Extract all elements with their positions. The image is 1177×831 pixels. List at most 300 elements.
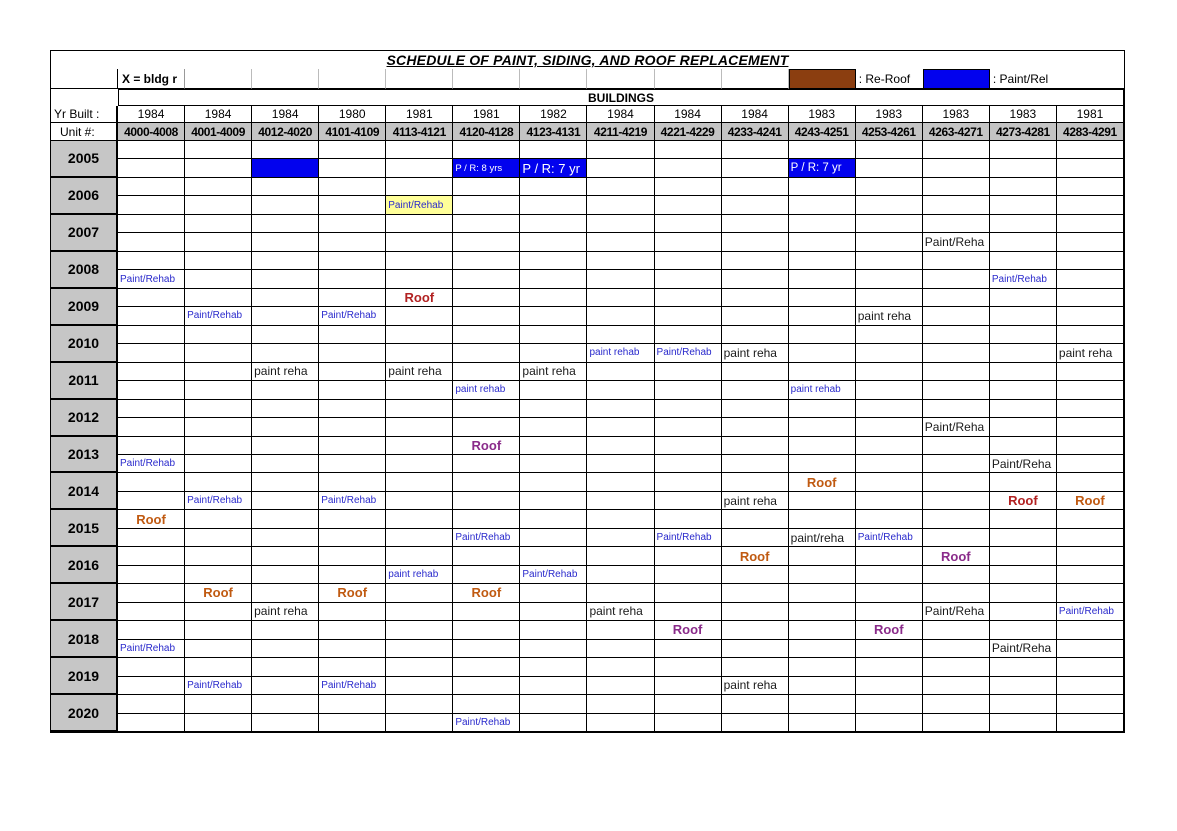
cell-2005-c1-t[interactable]: [118, 141, 185, 159]
cell-2005-c13-t[interactable]: [923, 141, 990, 159]
cell-2014-c1-t[interactable]: [118, 473, 185, 491]
cell-2012-c10-t[interactable]: [722, 400, 789, 418]
cell-2018-c3-t[interactable]: [252, 621, 319, 639]
cell-2018-c5-b[interactable]: [386, 640, 453, 658]
cell-2018-c11-b[interactable]: [789, 640, 856, 658]
yr-built-label[interactable]: Yr Built :: [51, 106, 118, 123]
cell-2006-c14-b[interactable]: [990, 196, 1057, 214]
cell-2016-c9-t[interactable]: [655, 547, 722, 565]
cell-2006-c7-b[interactable]: [520, 196, 587, 214]
cell-2008-c11-b[interactable]: [789, 270, 856, 288]
cell-2017-c12-t[interactable]: [856, 584, 923, 602]
cell-2009-c2-t[interactable]: [185, 289, 252, 307]
cell-2015-c1-t[interactable]: Roof: [118, 510, 185, 528]
cell-2007-c3-t[interactable]: [252, 215, 319, 233]
cell-2016-c13-t[interactable]: Roof: [923, 547, 990, 565]
cell-2020-c14-b[interactable]: [990, 714, 1057, 732]
unit-col7[interactable]: 4123-4131: [520, 123, 587, 141]
cell-2018-c2-b[interactable]: [185, 640, 252, 658]
legend-cell[interactable]: [453, 69, 520, 89]
cell-2015-c8-b[interactable]: [587, 529, 654, 547]
cell-2010-c11-b[interactable]: [789, 344, 856, 362]
cell-2015-c7-t[interactable]: [520, 510, 587, 528]
cell-2009-c3-b[interactable]: [252, 307, 319, 325]
cell-2010-c13-b[interactable]: [923, 344, 990, 362]
cell-2007-c4-b[interactable]: [319, 233, 386, 251]
cell-2008-c2-b[interactable]: [185, 270, 252, 288]
cell-2014-c10-t[interactable]: [722, 473, 789, 491]
cell-2017-c14-b[interactable]: [990, 603, 1057, 621]
cell-2017-c13-b[interactable]: Paint/Reha: [923, 603, 990, 621]
cell-2006-c2-b[interactable]: [185, 196, 252, 214]
cell-2017-c12-b[interactable]: [856, 603, 923, 621]
cell-2013-c3-b[interactable]: [252, 455, 319, 473]
cell-2016-c8-t[interactable]: [587, 547, 654, 565]
cell-2013-c9-b[interactable]: [655, 455, 722, 473]
cell-2016-c10-t[interactable]: Roof: [722, 547, 789, 565]
cell-2010-c5-b[interactable]: [386, 344, 453, 362]
cell-2010-c10-t[interactable]: [722, 326, 789, 344]
cell-2013-c5-b[interactable]: [386, 455, 453, 473]
cell-2006-c8-t[interactable]: [587, 178, 654, 196]
cell-2019-c10-t[interactable]: [722, 658, 789, 676]
cell-2019-c13-b[interactable]: [923, 677, 990, 695]
cell-2005-c15-t[interactable]: [1057, 141, 1124, 159]
cell-2005-c10-b[interactable]: [722, 159, 789, 177]
unit-col15[interactable]: 4283-4291: [1057, 123, 1124, 141]
cell-2015-c3-t[interactable]: [252, 510, 319, 528]
cell-2012-c4-b[interactable]: [319, 418, 386, 436]
cell-2013-c10-t[interactable]: [722, 437, 789, 455]
cell-2013-c11-t[interactable]: [789, 437, 856, 455]
cell-2011-c6-b[interactable]: paint rehab: [453, 381, 520, 399]
cell-2009-c9-t[interactable]: [655, 289, 722, 307]
cell-2014-c4-t[interactable]: [319, 473, 386, 491]
cell-2006-c5-t[interactable]: [386, 178, 453, 196]
cell-2009-c8-b[interactable]: [587, 307, 654, 325]
cell-2019-c6-b[interactable]: [453, 677, 520, 695]
cell-2016-c5-t[interactable]: [386, 547, 453, 565]
cell-2020-c8-t[interactable]: [587, 695, 654, 713]
cell-2011-c7-t[interactable]: paint reha: [520, 363, 587, 381]
cell-2010-c13-t[interactable]: [923, 326, 990, 344]
legend-cell[interactable]: [386, 69, 453, 89]
cell-2013-c9-t[interactable]: [655, 437, 722, 455]
cell-2014-c5-b[interactable]: [386, 492, 453, 510]
unit-col2[interactable]: 4001-4009: [185, 123, 252, 141]
cell-2009-c9-b[interactable]: [655, 307, 722, 325]
cell-2017-c2-b[interactable]: [185, 603, 252, 621]
cell-2017-c1-t[interactable]: [118, 584, 185, 602]
cell-2008-c13-t[interactable]: [923, 252, 990, 270]
cell-2011-c12-t[interactable]: [856, 363, 923, 381]
cell-2019-c5-t[interactable]: [386, 658, 453, 676]
year-label-2020[interactable]: 2020: [51, 695, 118, 732]
cell-2008-c12-t[interactable]: [856, 252, 923, 270]
cell-2013-c4-t[interactable]: [319, 437, 386, 455]
cell-2011-c2-t[interactable]: [185, 363, 252, 381]
cell-2005-c14-t[interactable]: [990, 141, 1057, 159]
cell-2011-c4-t[interactable]: [319, 363, 386, 381]
cell-2015-c5-t[interactable]: [386, 510, 453, 528]
cell-2018-c7-b[interactable]: [520, 640, 587, 658]
cell-2013-c10-b[interactable]: [722, 455, 789, 473]
cell-2007-c3-b[interactable]: [252, 233, 319, 251]
cell-2013-c1-b[interactable]: Paint/Rehab: [118, 455, 185, 473]
cell-2008-c1-b[interactable]: Paint/Rehab: [118, 270, 185, 288]
cell-2018-c15-t[interactable]: [1057, 621, 1124, 639]
cell-2020-c1-t[interactable]: [118, 695, 185, 713]
cell-2005-c8-b[interactable]: [587, 159, 654, 177]
cell-2005-c2-t[interactable]: [185, 141, 252, 159]
cell-2008-c7-t[interactable]: [520, 252, 587, 270]
cell-2008-c6-b[interactable]: [453, 270, 520, 288]
unit-col11[interactable]: 4243-4251: [789, 123, 856, 141]
cell-2012-c6-b[interactable]: [453, 418, 520, 436]
yr-built-col13[interactable]: 1983: [923, 106, 990, 123]
cell-2013-c6-b[interactable]: [453, 455, 520, 473]
cell-2005-c5-t[interactable]: [386, 141, 453, 159]
cell-2011-c1-b[interactable]: [118, 381, 185, 399]
cell-2018-c11-t[interactable]: [789, 621, 856, 639]
cell-2013-c4-b[interactable]: [319, 455, 386, 473]
cell-2015-c11-t[interactable]: [789, 510, 856, 528]
cell-2005-c4-b[interactable]: [319, 159, 386, 177]
cell-2015-c3-b[interactable]: [252, 529, 319, 547]
cell-2008-c7-b[interactable]: [520, 270, 587, 288]
cell-2006-c9-b[interactable]: [655, 196, 722, 214]
cell-2016-c12-t[interactable]: [856, 547, 923, 565]
cell-2014-c14-b[interactable]: Roof: [990, 492, 1057, 510]
cell-2006-c10-b[interactable]: [722, 196, 789, 214]
year-label-2011[interactable]: 2011: [51, 363, 118, 400]
cell-2005-c5-b[interactable]: [386, 159, 453, 177]
cell-2006-c3-t[interactable]: [252, 178, 319, 196]
cell-2019-c13-t[interactable]: [923, 658, 990, 676]
cell-2005-c15-b[interactable]: [1057, 159, 1124, 177]
cell-2013-c7-t[interactable]: [520, 437, 587, 455]
cell-2005-c8-t[interactable]: [587, 141, 654, 159]
cell-2007-c12-t[interactable]: [856, 215, 923, 233]
cell-2014-c1-b[interactable]: [118, 492, 185, 510]
cell-2014-c2-b[interactable]: Paint/Rehab: [185, 492, 252, 510]
cell-2017-c10-b[interactable]: [722, 603, 789, 621]
cell-2010-c2-t[interactable]: [185, 326, 252, 344]
cell-2013-c14-t[interactable]: [990, 437, 1057, 455]
yr-built-col5[interactable]: 1981: [386, 106, 453, 123]
cell-2011-c10-t[interactable]: [722, 363, 789, 381]
cell-2005-c6-b[interactable]: P / R: 8 yrs: [453, 159, 520, 177]
cell-2007-c8-t[interactable]: [587, 215, 654, 233]
cell-2020-c3-t[interactable]: [252, 695, 319, 713]
cell-2015-c14-t[interactable]: [990, 510, 1057, 528]
year-label-2007[interactable]: 2007: [51, 215, 118, 252]
cell-2008-c3-b[interactable]: [252, 270, 319, 288]
cell-2018-c8-t[interactable]: [587, 621, 654, 639]
year-label-2008[interactable]: 2008: [51, 252, 118, 289]
cell-2017-c1-b[interactable]: [118, 603, 185, 621]
cell-2017-c5-t[interactable]: [386, 584, 453, 602]
unit-col12[interactable]: 4253-4261: [856, 123, 923, 141]
cell-2019-c8-t[interactable]: [587, 658, 654, 676]
cell-2009-c3-t[interactable]: [252, 289, 319, 307]
cell-2015-c9-t[interactable]: [655, 510, 722, 528]
cell-2009-c10-b[interactable]: [722, 307, 789, 325]
cell-2011-c11-b[interactable]: paint rehab: [789, 381, 856, 399]
cell-2015-c4-b[interactable]: [319, 529, 386, 547]
cell-2006-c13-t[interactable]: [923, 178, 990, 196]
cell-2014-c15-t[interactable]: [1057, 473, 1124, 491]
cell-2009-c1-b[interactable]: [118, 307, 185, 325]
cell-2016-c3-t[interactable]: [252, 547, 319, 565]
cell-2013-c2-b[interactable]: [185, 455, 252, 473]
cell-2018-c13-t[interactable]: [923, 621, 990, 639]
cell-2008-c2-t[interactable]: [185, 252, 252, 270]
cell-2015-c6-b[interactable]: Paint/Rehab: [453, 529, 520, 547]
cell-2016-c1-t[interactable]: [118, 547, 185, 565]
cell-2009-c13-t[interactable]: [923, 289, 990, 307]
cell-2019-c6-t[interactable]: [453, 658, 520, 676]
cell-2014-c2-t[interactable]: [185, 473, 252, 491]
cell-2011-c13-t[interactable]: [923, 363, 990, 381]
cell-2010-c6-t[interactable]: [453, 326, 520, 344]
cell-2010-c7-b[interactable]: [520, 344, 587, 362]
cell-2008-c4-b[interactable]: [319, 270, 386, 288]
cell-2008-c10-t[interactable]: [722, 252, 789, 270]
cell-2008-c9-b[interactable]: [655, 270, 722, 288]
cell-2007-c8-b[interactable]: [587, 233, 654, 251]
cell-2014-c10-b[interactable]: paint reha: [722, 492, 789, 510]
cell-2008-c11-t[interactable]: [789, 252, 856, 270]
cell-2008-c9-t[interactable]: [655, 252, 722, 270]
cell-2016-c2-t[interactable]: [185, 547, 252, 565]
cell-2012-c5-t[interactable]: [386, 400, 453, 418]
legend-cell[interactable]: [252, 69, 319, 89]
cell-2005-c7-b[interactable]: P / R: 7 yr: [520, 159, 587, 177]
cell-2010-c6-b[interactable]: [453, 344, 520, 362]
reroof-color-swatch[interactable]: [789, 69, 856, 89]
cell-2006-c4-b[interactable]: [319, 196, 386, 214]
cell-2014-c7-b[interactable]: [520, 492, 587, 510]
cell-2015-c4-t[interactable]: [319, 510, 386, 528]
cell-2018-c4-t[interactable]: [319, 621, 386, 639]
cell-2012-c3-t[interactable]: [252, 400, 319, 418]
cell-2019-c1-t[interactable]: [118, 658, 185, 676]
cell-2012-c13-t[interactable]: [923, 400, 990, 418]
cell-2018-c7-t[interactable]: [520, 621, 587, 639]
cell-2016-c2-b[interactable]: [185, 566, 252, 584]
cell-2009-c15-b[interactable]: [1057, 307, 1124, 325]
unit-col9[interactable]: 4221-4229: [655, 123, 722, 141]
cell-2014-c13-t[interactable]: [923, 473, 990, 491]
cell-2016-c15-t[interactable]: [1057, 547, 1124, 565]
cell-2016-c5-b[interactable]: paint rehab: [386, 566, 453, 584]
cell-2007-c1-b[interactable]: [118, 233, 185, 251]
legend-cell[interactable]: [185, 69, 252, 89]
cell-2015-c11-b[interactable]: paint/reha: [789, 529, 856, 547]
cell-2015-c2-b[interactable]: [185, 529, 252, 547]
cell-2014-c7-t[interactable]: [520, 473, 587, 491]
cell-2020-c6-t[interactable]: [453, 695, 520, 713]
cell-2007-c14-b[interactable]: [990, 233, 1057, 251]
cell-2015-c14-b[interactable]: [990, 529, 1057, 547]
cell-2020-c11-t[interactable]: [789, 695, 856, 713]
yr-built-col1[interactable]: 1984: [118, 106, 185, 123]
cell-2011-c5-t[interactable]: paint reha: [386, 363, 453, 381]
year-label-2016[interactable]: 2016: [51, 547, 118, 584]
cell-2012-c4-t[interactable]: [319, 400, 386, 418]
cell-2008-c6-t[interactable]: [453, 252, 520, 270]
cell-2017-c4-b[interactable]: [319, 603, 386, 621]
cell-2012-c7-t[interactable]: [520, 400, 587, 418]
cell-2013-c6-t[interactable]: Roof: [453, 437, 520, 455]
cell-2018-c14-t[interactable]: [990, 621, 1057, 639]
cell-2014-c14-t[interactable]: [990, 473, 1057, 491]
cell-2009-c5-t[interactable]: Roof: [386, 289, 453, 307]
cell-2020-c5-b[interactable]: [386, 714, 453, 732]
cell-2019-c2-b[interactable]: Paint/Rehab: [185, 677, 252, 695]
cell-2020-c9-b[interactable]: [655, 714, 722, 732]
cell-2006-c3-b[interactable]: [252, 196, 319, 214]
cell-2016-c14-b[interactable]: [990, 566, 1057, 584]
cell-2006-c5-b[interactable]: Paint/Rehab: [386, 196, 453, 214]
cell-2008-c14-b[interactable]: Paint/Rehab: [990, 270, 1057, 288]
cell-2009-c11-b[interactable]: [789, 307, 856, 325]
paint-color-swatch[interactable]: [923, 69, 990, 89]
cell-2010-c10-b[interactable]: paint reha: [722, 344, 789, 362]
cell-2007-c13-t[interactable]: [923, 215, 990, 233]
year-label-2012[interactable]: 2012: [51, 400, 118, 437]
cell-2018-c2-t[interactable]: [185, 621, 252, 639]
cell-2019-c8-b[interactable]: [587, 677, 654, 695]
legend-cell[interactable]: [520, 69, 587, 89]
cell-2017-c9-t[interactable]: [655, 584, 722, 602]
unit-col4[interactable]: 4101-4109: [319, 123, 386, 141]
cell-2018-c13-b[interactable]: [923, 640, 990, 658]
yr-built-col11[interactable]: 1983: [789, 106, 856, 123]
cell-2012-c2-t[interactable]: [185, 400, 252, 418]
cell-2008-c8-t[interactable]: [587, 252, 654, 270]
cell-2012-c13-b[interactable]: Paint/Reha: [923, 418, 990, 436]
cell-2005-c1-b[interactable]: [118, 159, 185, 177]
cell-2020-c15-b[interactable]: [1057, 714, 1124, 732]
cell-2020-c3-b[interactable]: [252, 714, 319, 732]
cell-2012-c12-b[interactable]: [856, 418, 923, 436]
cell-2010-c7-t[interactable]: [520, 326, 587, 344]
cell-2016-c15-b[interactable]: [1057, 566, 1124, 584]
year-label-2015[interactable]: 2015: [51, 510, 118, 547]
cell-2012-c1-b[interactable]: [118, 418, 185, 436]
cell-2014-c3-t[interactable]: [252, 473, 319, 491]
cell-2011-c12-b[interactable]: [856, 381, 923, 399]
cell-2017-c7-b[interactable]: [520, 603, 587, 621]
cell-2009-c7-t[interactable]: [520, 289, 587, 307]
cell-2019-c11-t[interactable]: [789, 658, 856, 676]
cell-2013-c14-b[interactable]: Paint/Reha: [990, 455, 1057, 473]
year-label-2017[interactable]: 2017: [51, 584, 118, 621]
cell-2010-c1-b[interactable]: [118, 344, 185, 362]
cell-2019-c7-b[interactable]: [520, 677, 587, 695]
cell-2015-c13-b[interactable]: [923, 529, 990, 547]
year-label-2014[interactable]: 2014: [51, 473, 118, 510]
cell-2008-c12-b[interactable]: [856, 270, 923, 288]
yr-built-col14[interactable]: 1983: [990, 106, 1057, 123]
cell-2008-c10-b[interactable]: [722, 270, 789, 288]
cell-2010-c9-b[interactable]: Paint/Rehab: [655, 344, 722, 362]
legend-cell[interactable]: [319, 69, 386, 89]
cell-2017-c14-t[interactable]: [990, 584, 1057, 602]
cell-2008-c3-t[interactable]: [252, 252, 319, 270]
unit-col10[interactable]: 4233-4241: [722, 123, 789, 141]
cell-2015-c1-b[interactable]: [118, 529, 185, 547]
cell-2006-c1-b[interactable]: [118, 196, 185, 214]
year-label-2006[interactable]: 2006: [51, 178, 118, 215]
yr-built-col12[interactable]: 1983: [856, 106, 923, 123]
cell-2014-c13-b[interactable]: [923, 492, 990, 510]
year-label-2010[interactable]: 2010: [51, 326, 118, 363]
unit-col5[interactable]: 4113-4121: [386, 123, 453, 141]
cell-2019-c14-t[interactable]: [990, 658, 1057, 676]
cell-2020-c13-b[interactable]: [923, 714, 990, 732]
cell-2006-c14-t[interactable]: [990, 178, 1057, 196]
cell-2014-c8-t[interactable]: [587, 473, 654, 491]
cell-2017-c5-b[interactable]: [386, 603, 453, 621]
cell-2010-c4-t[interactable]: [319, 326, 386, 344]
cell-2009-c12-b[interactable]: paint reha: [856, 307, 923, 325]
cell-2005-c3-t[interactable]: [252, 141, 319, 159]
cell-2013-c8-t[interactable]: [587, 437, 654, 455]
cell-2011-c14-b[interactable]: [990, 381, 1057, 399]
cell-2013-c15-b[interactable]: [1057, 455, 1124, 473]
cell-2020-c12-t[interactable]: [856, 695, 923, 713]
cell-2012-c6-t[interactable]: [453, 400, 520, 418]
cell-2020-c6-b[interactable]: Paint/Rehab: [453, 714, 520, 732]
cell-2010-c8-b[interactable]: paint rehab: [587, 344, 654, 362]
cell-2015-c7-b[interactable]: [520, 529, 587, 547]
cell-2015-c9-b[interactable]: Paint/Rehab: [655, 529, 722, 547]
cell-2009-c1-t[interactable]: [118, 289, 185, 307]
cell-2016-c6-b[interactable]: [453, 566, 520, 584]
cell-2016-c11-b[interactable]: [789, 566, 856, 584]
cell-2017-c9-b[interactable]: [655, 603, 722, 621]
cell-2018-c10-b[interactable]: [722, 640, 789, 658]
cell-2016-c3-b[interactable]: [252, 566, 319, 584]
unit-col14[interactable]: 4273-4281: [990, 123, 1057, 141]
cell-2015-c15-b[interactable]: [1057, 529, 1124, 547]
yr-built-col4[interactable]: 1980: [319, 106, 386, 123]
cell-2005-c6-t[interactable]: [453, 141, 520, 159]
cell-2019-c15-b[interactable]: [1057, 677, 1124, 695]
cell-2016-c12-b[interactable]: [856, 566, 923, 584]
cell-2017-c4-t[interactable]: Roof: [319, 584, 386, 602]
cell-2012-c8-b[interactable]: [587, 418, 654, 436]
cell-2007-c10-b[interactable]: [722, 233, 789, 251]
cell-2020-c9-t[interactable]: [655, 695, 722, 713]
cell-2014-c3-b[interactable]: [252, 492, 319, 510]
cell-2009-c11-t[interactable]: [789, 289, 856, 307]
cell-2008-c14-t[interactable]: [990, 252, 1057, 270]
cell-2017-c2-t[interactable]: Roof: [185, 584, 252, 602]
cell-2013-c13-t[interactable]: [923, 437, 990, 455]
cell-2010-c3-b[interactable]: [252, 344, 319, 362]
cell-2013-c8-b[interactable]: [587, 455, 654, 473]
cell-2005-c11-t[interactable]: [789, 141, 856, 159]
cell-2018-c1-b[interactable]: Paint/Rehab: [118, 640, 185, 658]
cell-2006-c10-t[interactable]: [722, 178, 789, 196]
legend-cell[interactable]: [587, 69, 654, 89]
cell-2020-c4-b[interactable]: [319, 714, 386, 732]
cell-2018-c3-b[interactable]: [252, 640, 319, 658]
